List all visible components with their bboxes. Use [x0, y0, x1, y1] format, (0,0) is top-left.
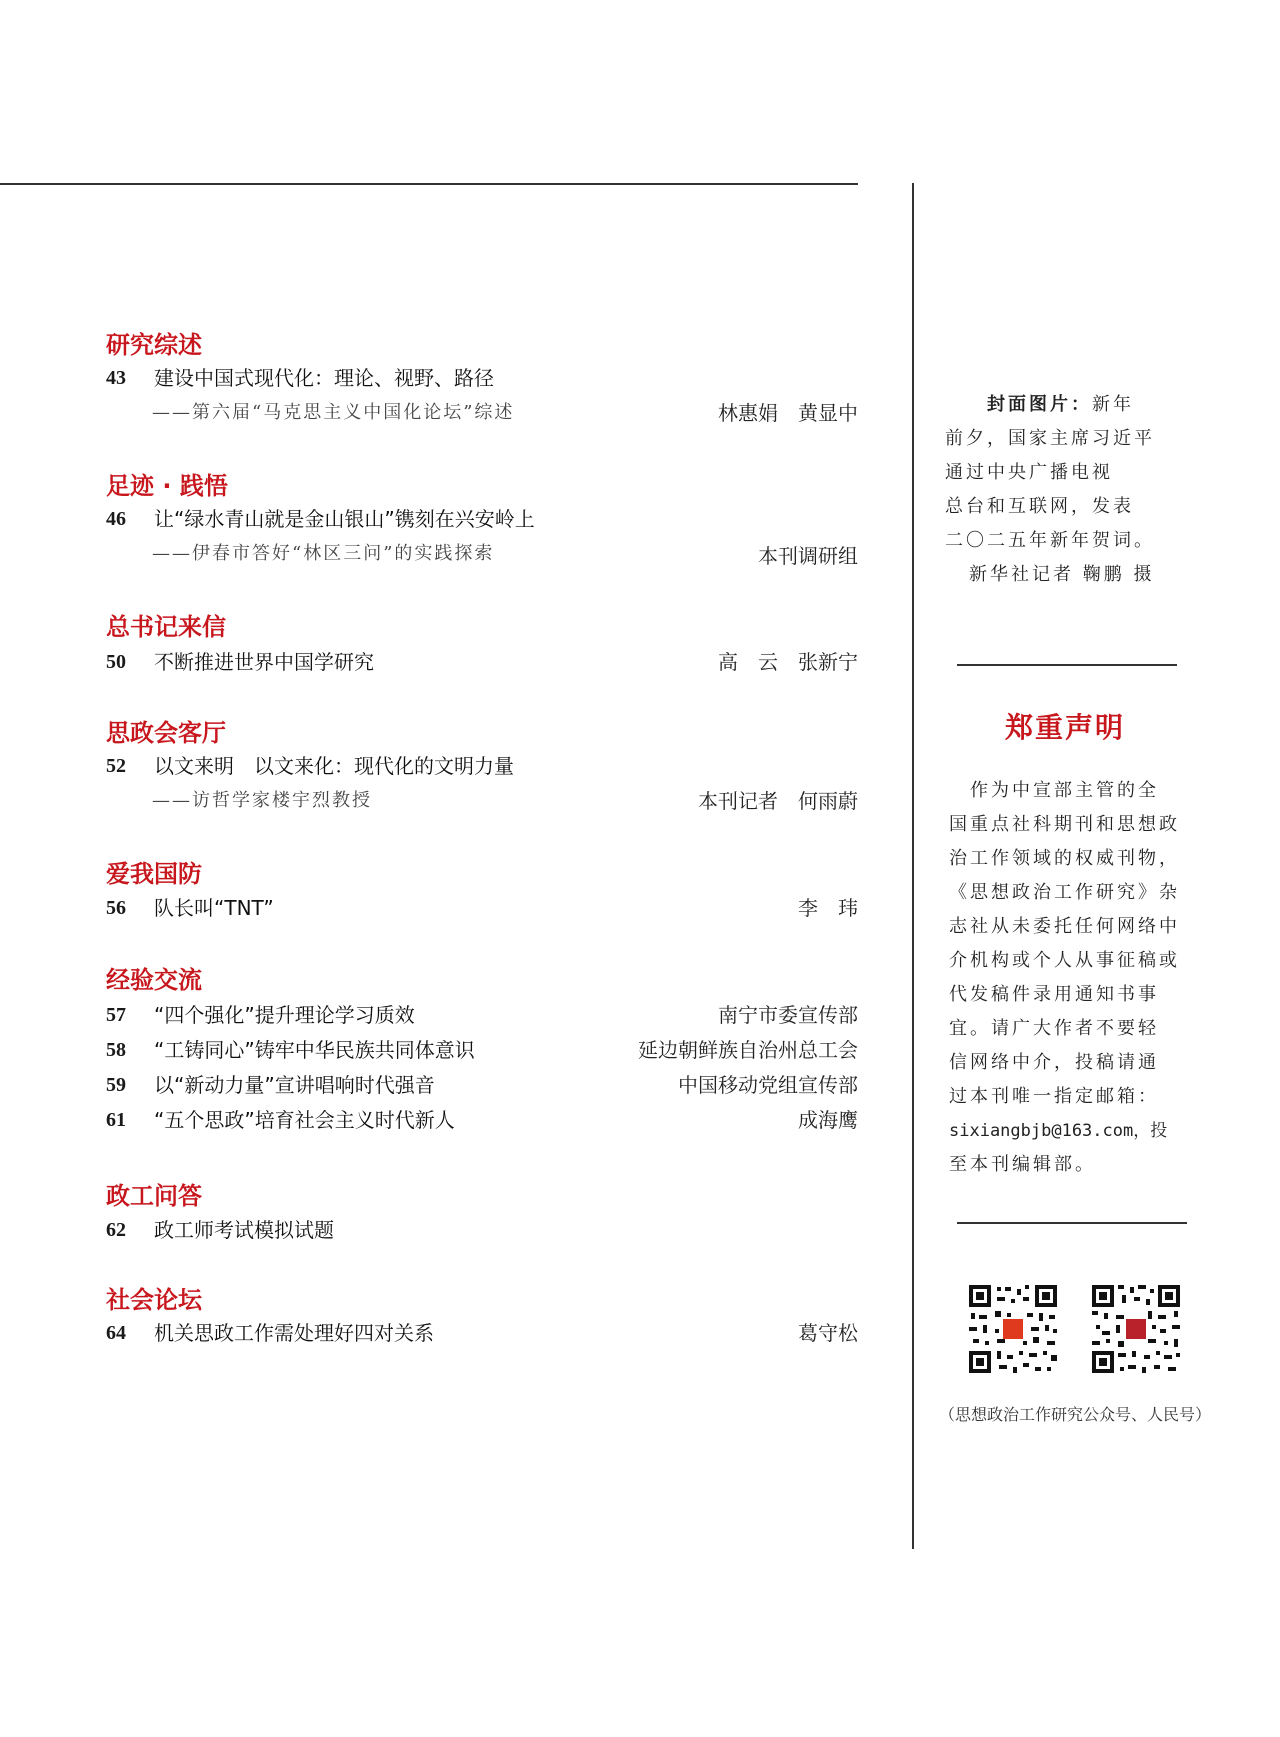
notice-body	[949, 774, 1189, 1182]
cover-line: 前夕，国家主席习近平	[945, 428, 1155, 449]
toc-entry[interactable]	[106, 363, 858, 393]
article-author: 林惠娟 黄显中	[718, 401, 858, 425]
notice-title: 郑重声明	[1004, 711, 1125, 744]
cover-line	[945, 388, 1185, 422]
author-row	[106, 541, 858, 571]
top-rule	[0, 183, 858, 185]
notice-line: 信网络中介，投稿请通	[949, 1052, 1159, 1073]
cover-caption	[945, 388, 1185, 592]
page-number: 52	[106, 755, 126, 777]
notice-line: 《思想政治工作研究》杂	[949, 882, 1180, 903]
article-title: “工铸同心”铸牢中华民族共同体意识	[154, 1038, 475, 1062]
article-title: 不断推进世界中国学研究	[154, 650, 374, 674]
section-title: 研究综述	[106, 331, 202, 359]
toc-entry[interactable]	[106, 1215, 858, 1245]
article-author: 南宁市委宣传部	[718, 1003, 858, 1027]
article-author: 成海鹰	[798, 1108, 858, 1132]
cover-line: 通过中央广播电视	[945, 462, 1113, 483]
article-author: 本刊记者 何雨蔚	[698, 789, 858, 813]
notice-email-line: sixiangbjb@163.com，投	[949, 1121, 1168, 1141]
article-title: 以文来明 以文来化：现代化的文明力量	[154, 754, 514, 778]
section-title: 政工问答	[106, 1182, 202, 1210]
notice-line: 过本刊唯一指定邮箱：	[949, 1086, 1159, 1107]
article-title: 队长叫“TNT”	[154, 896, 274, 920]
article-author: 本刊调研组	[758, 544, 858, 568]
column-divider	[912, 183, 914, 1549]
page-number: 57	[106, 1004, 126, 1026]
toc-entry[interactable]	[106, 751, 858, 781]
notice-line: 至本刊编辑部。	[949, 1154, 1096, 1175]
article-title: 机关思政工作需处理好四对关系	[154, 1321, 434, 1345]
article-author: 中国移动党组宣传部	[678, 1073, 858, 1097]
cover-line: 总台和互联网，发表	[945, 496, 1134, 517]
section-title: 足迹 · 践悟	[106, 472, 228, 500]
notice-line: 志社从未委托任何网络中	[949, 916, 1180, 937]
article-title: 政工师考试模拟试题	[154, 1218, 334, 1242]
article-subtitle: ——访哲学家楼宇烈教授	[152, 790, 372, 811]
article-author: 高 云 张新宁	[718, 650, 858, 674]
notice-line: 作为中宣部主管的全	[949, 780, 1159, 801]
toc-entry[interactable]	[106, 1318, 858, 1348]
author-row	[106, 786, 858, 816]
article-title: 以“新动力量”宣讲唱响时代强音	[154, 1073, 435, 1097]
article-subtitle: ——伊春市答好“林区三问”的实践探索	[152, 543, 495, 564]
article-author: 延边朝鲜族自治州总工会	[638, 1038, 858, 1062]
author-row	[106, 398, 858, 428]
toc-entry[interactable]	[106, 504, 858, 534]
page-number: 43	[106, 367, 126, 389]
page-number: 50	[106, 651, 126, 673]
cover-caption-text: 新年	[1092, 394, 1134, 415]
notice-line: 介机构或个人从事征稿或	[949, 950, 1180, 971]
qr-code-icon[interactable]	[1090, 1283, 1182, 1375]
page-number: 64	[106, 1322, 126, 1344]
article-author: 葛守松	[798, 1321, 858, 1345]
section-title: 思政会客厅	[106, 719, 226, 747]
article-author: 李 玮	[798, 896, 858, 920]
article-title: 建设中国式现代化：理论、视野、路径	[154, 366, 494, 390]
page-number: 62	[106, 1219, 126, 1241]
page-number: 58	[106, 1039, 126, 1061]
article-subtitle: ——第六届“马克思主义中国化论坛”综述	[152, 402, 515, 423]
qr-code-icon[interactable]	[967, 1283, 1059, 1375]
sidebar-rule	[957, 1222, 1187, 1224]
qr-caption: （思想政治工作研究公众号、人民号）	[938, 1405, 1211, 1424]
section-title: 社会论坛	[106, 1286, 202, 1314]
page-number: 59	[106, 1074, 126, 1096]
section-title: 经验交流	[106, 966, 202, 994]
toc-entry[interactable]	[106, 1105, 858, 1135]
page-number: 46	[106, 508, 126, 530]
sidebar-rule	[957, 664, 1177, 666]
toc-entry[interactable]	[106, 647, 858, 677]
article-title: “五个思政”培育社会主义时代新人	[154, 1108, 455, 1132]
notice-line: 代发稿件录用通知书事	[949, 984, 1159, 1005]
cover-caption-label: 封面图片：	[987, 394, 1092, 415]
toc-entry[interactable]	[106, 893, 858, 923]
notice-line: 宜。请广大作者不要轻	[949, 1018, 1159, 1039]
section-title: 总书记来信	[106, 613, 226, 641]
section-title: 爱我国防	[106, 860, 202, 888]
notice-line: 国重点社科期刊和思想政	[949, 814, 1180, 835]
toc-entry[interactable]	[106, 1000, 858, 1030]
toc-entry[interactable]	[106, 1035, 858, 1065]
article-title: 让“绿水青山就是金山银山”镌刻在兴安岭上	[154, 507, 535, 531]
notice-line: 治工作领域的权威刊物，	[949, 848, 1180, 869]
toc-entry[interactable]	[106, 1070, 858, 1100]
page-number: 56	[106, 897, 126, 919]
article-title: “四个强化”提升理论学习质效	[154, 1003, 415, 1027]
cover-credit: 新华社记者 鞠鹏 摄	[969, 564, 1155, 585]
cover-line: 二〇二五年新年贺词。	[945, 530, 1155, 551]
page-number: 61	[106, 1109, 126, 1131]
